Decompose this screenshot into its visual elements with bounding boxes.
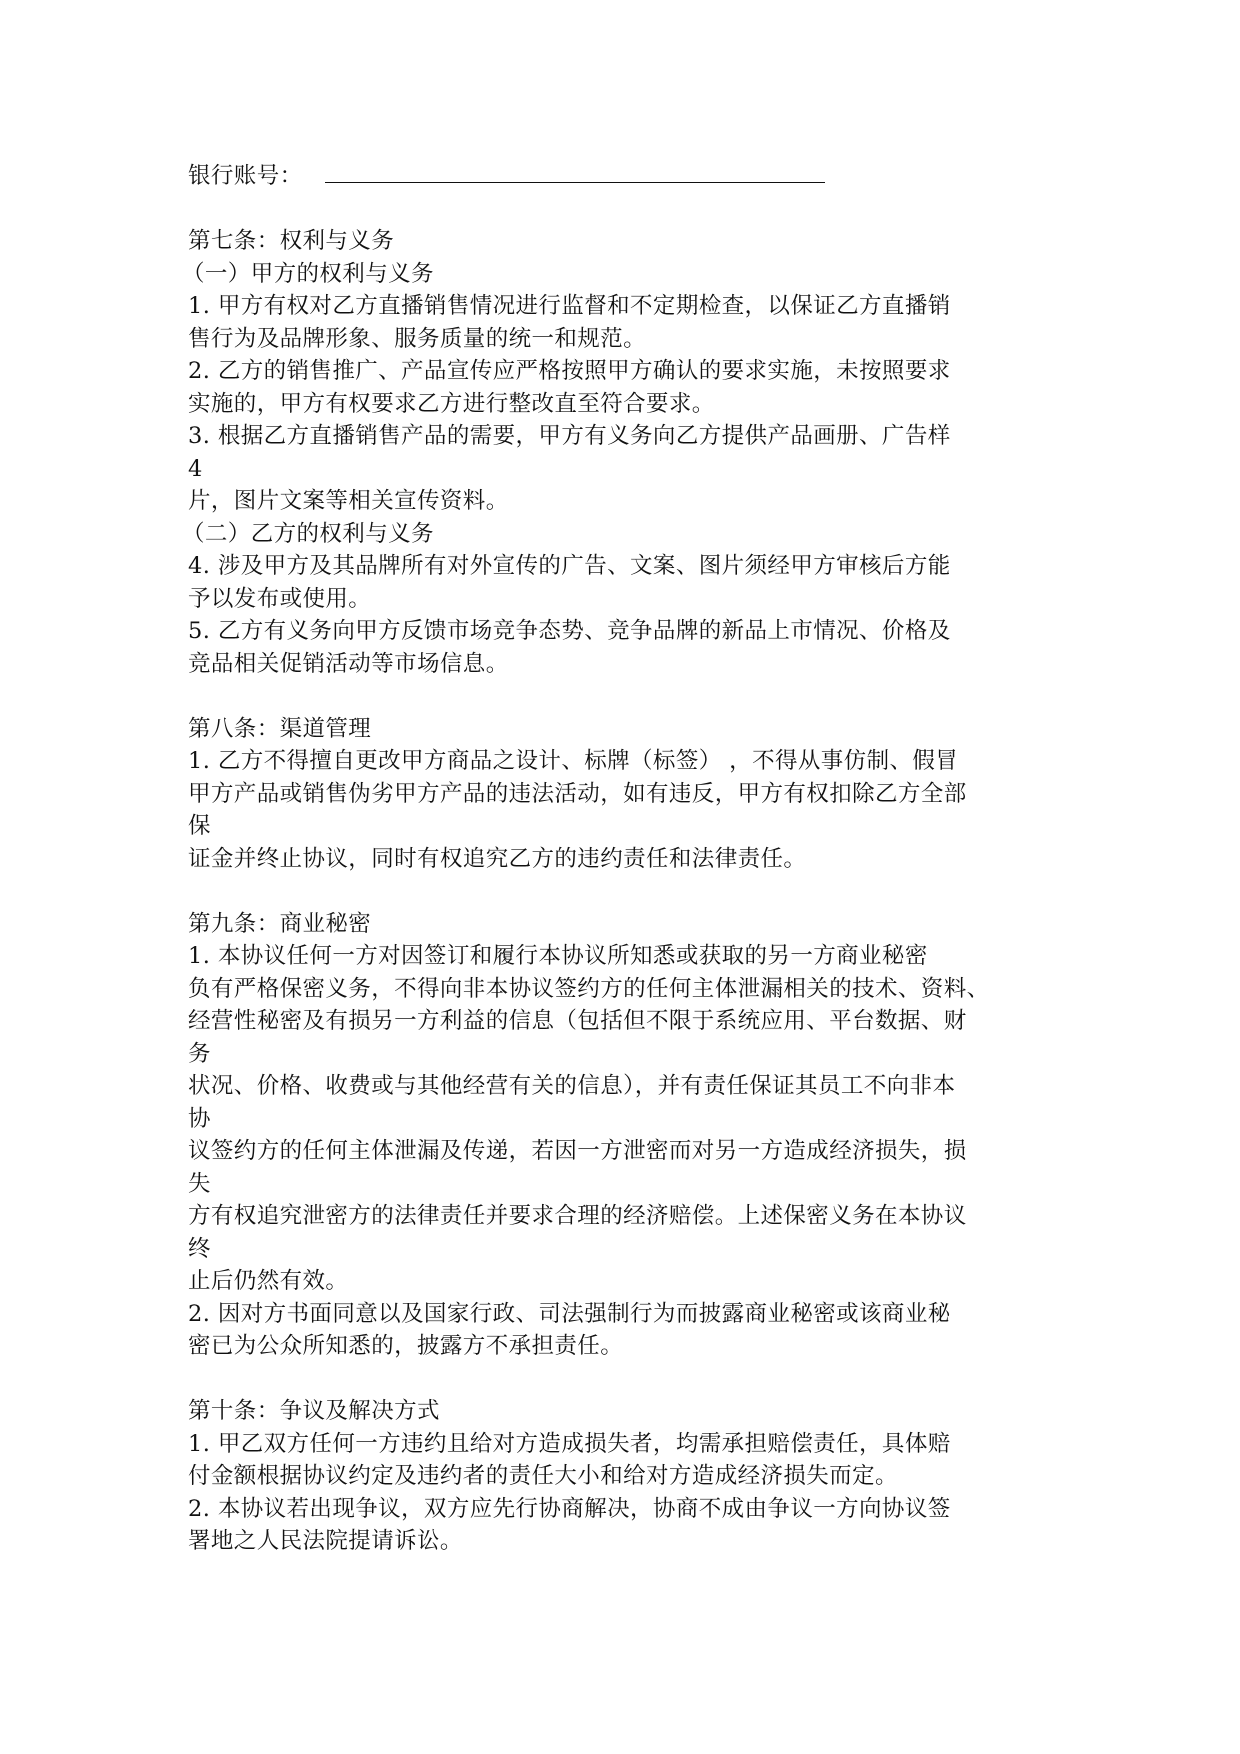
text-line: 状况、价格、收费或与其他经营有关的信息），并有责任保证其员工不向非本 — [188, 1073, 956, 1099]
text-line: 片，图片文案等相关宣传资料。 — [188, 488, 509, 514]
text-line: 议签约方的任何主体泄漏及传递，若因一方泄密而对另一方造成经济损失，损 — [188, 1138, 967, 1164]
text-line: 5. 乙方有义务向甲方反馈市场竞争态势、竞争品牌的新品上市情况、价格及 — [188, 618, 951, 644]
text-line: 3. 根据乙方直播销售产品的需要，甲方有义务向乙方提供产品画册、广告样 — [188, 423, 951, 449]
text-line: 付金额根据协议约定及违约者的责任大小和给对方造成经济损失而定。 — [188, 1463, 898, 1489]
text-line: 4. 涉及甲方及其品牌所有对外宣传的广告、文案、图片须经甲方审核后方能 — [188, 553, 951, 579]
text-line: 1. 本协议任何一方对因签订和履行本协议所知悉或获取的另一方商业秘密 — [188, 943, 928, 969]
section-heading: 第十条：争议及解决方式 — [188, 1398, 440, 1424]
text-line: 1. 甲乙双方任何一方违约且给对方造成损失者，均需承担赔偿责任，具体赔 — [188, 1430, 951, 1457]
bank-account-input-line[interactable] — [325, 160, 825, 183]
text-line: 署地之人民法院提请诉讼。 — [188, 1528, 463, 1554]
text-line: 1. 乙方不得擅自更改甲方商品之设计、标牌（标签） ，不得从事仿制、假冒 — [188, 748, 959, 774]
text-line: 实施的，甲方有权要求乙方进行整改直至符合要求。 — [188, 390, 715, 417]
text-line: 4 — [188, 455, 203, 482]
blank-line — [188, 193, 1088, 226]
text-line: 2. 乙方的销售推广、产品宣传应严格按照甲方确认的要求实施，未按照要求 — [188, 358, 951, 384]
bank-account-row — [188, 160, 1088, 193]
section-heading: 第九条：商业秘密 — [188, 910, 372, 937]
text-line: 2. 因对方书面同意以及国家行政、司法强制行为而披露商业秘密或该商业秘 — [188, 1300, 951, 1327]
text-line: 甲方产品或销售伪劣甲方产品的违法活动，如有违反，甲方有权扣除乙方全部 — [188, 780, 967, 807]
text-line: 2. 本协议若出现争议，双方应先行协商解决，协商不成由争议一方向协议签 — [188, 1495, 951, 1522]
text-line: 1. 甲方有权对乙方直播销售情况进行监督和不定期检查，以保证乙方直播销 — [188, 293, 951, 319]
text-line: 务 — [188, 1040, 211, 1067]
text-line: 经营性秘密及有损另一方利益的信息（包括但不限于系统应用、平台数据、财 — [188, 1008, 967, 1034]
text-line: 予以发布或使用。 — [188, 585, 372, 612]
text-line: （一）甲方的权利与义务 — [182, 260, 434, 287]
blank-line — [188, 875, 1088, 908]
text-line: 密已为公众所知悉的，披露方不承担责任。 — [188, 1333, 624, 1359]
document-page — [182, 160, 1088, 1558]
text-line: 方有权追究泄密方的法律责任并要求合理的经济赔偿。上述保密义务在本协议 — [188, 1203, 967, 1229]
text-line: 协 — [188, 1105, 211, 1132]
text-line: 竞品相关促销活动等市场信息。 — [188, 650, 509, 677]
blank-line — [188, 1363, 1088, 1396]
section-heading: 第七条：权利与义务 — [188, 228, 395, 254]
text-line: 售行为及品牌形象、服务质量的统一和规范。 — [188, 325, 647, 352]
text-line: 证金并终止协议，同时有权追究乙方的违约责任和法律责任。 — [188, 845, 807, 872]
document-body — [182, 193, 1088, 1558]
blank-line — [188, 680, 1088, 713]
text-line: 止后仍然有效。 — [188, 1268, 349, 1294]
bank-account-label: 银行账号： — [188, 163, 303, 189]
text-line: 终 — [188, 1235, 211, 1262]
text-line: 失 — [188, 1170, 211, 1197]
text-line: （二）乙方的权利与义务 — [182, 520, 434, 547]
text-line: 负有严格保密义务，不得向非本协议签约方的任何主体泄漏相关的技术、资料、 — [188, 975, 990, 1002]
text-line: 保 — [188, 813, 211, 839]
section-heading: 第八条：渠道管理 — [188, 715, 372, 742]
